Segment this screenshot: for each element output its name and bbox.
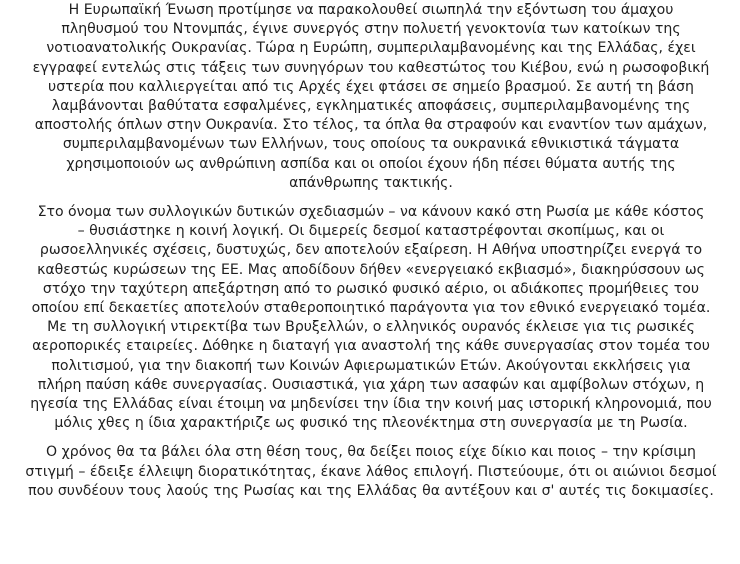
text-line: μόλις χθες η ίδια χαρακτήριζε ως φυσικό της πλεονέκτημα στη συνεργασία με τη Ρωσία. [54,415,688,432]
text-line: Ο χρόνος θα τα βάλει όλα στη θέση τους, θα δείξει ποιος είχε δίκιο και ποιος – την κρίσιμη [46,444,696,461]
paragraph-1 [12,1,730,193]
text-line: ρωσοελληνικές σχέσεις, δυστυχώς, δεν αποτελούν εξαίρεση. Η Αθήνα υποστηρίζει ενεργά το [39,242,703,259]
text-line: στόχο την ταχύτερη απεξάρτηση από το ρωσικό φυσικό αέριο, οι αδιάκοπες προμήθειες του [42,280,700,297]
text-line: που συνδέουν τους λαούς της Ρωσίας και της Ελλάδας θα αντέξουν και σ' αυτές τις δοκιμασίες. [28,482,714,499]
text-line: Με τη συλλογική ντιρεκτίβα των Βρυξελλών, ο ελληνικός ουρανός έκλεισε για τις ρωσικές [47,319,695,336]
text-line: αεροπορικές εταιρείες. Δόθηκε η διαταγή για αναστολή της κάθε συνεργασίας στον τομέα του [32,338,710,355]
paragraph-2 [12,203,730,433]
text-line: – θυσιάστηκε η κοινή λογική. Οι διμερείς δεσμοί καταστρέφονται σκοπίμως, και οι [77,223,665,240]
text-line: λαμβάνονται βαθύτατα εσφαλμένες, εγκληματικές αποφάσεις, συμπεριλαμβανομένης της [51,98,691,115]
text-line: πληθυσμού του Ντονμπάς, έγινε συνεργός στην πολυετή γενοκτονία των κατοίκων της [61,21,681,38]
text-line: καθεστώς κυρώσεων της ΕΕ. Μας αποδίδουν δήθεν «ενεργειακό εκβιασμό», διακηρύσσουν ως [37,261,705,278]
text-line: νοτιοανατολικής Ουκρανίας. Τώρα η Ευρώπη, συμπεριλαμβανομένης και της Ελλάδας, έχει [46,40,696,57]
text-line: συμπεριλαμβανομένων των Ελλήνων, τους οποίους τα ουκρανικά εθνικιστικά τάγματα [62,136,680,153]
text-line: χρησιμοποιούν ως ανθρώπινη ασπίδα και οι οποίοι έχουν ήδη πέσει θύματα αυτής της [66,155,676,172]
text-line: εγγραφεί εντελώς στις τάξεις των συνηγόρων του καθεστώτος του Κιέβου, ενώ η ρωσοφοβική [32,59,710,76]
text-line: ηγεσία της Ελλάδας είναι έτοιμη να μηδενίσει την ίδια την κοινή μας ιστορική κληρονομιά, που [30,396,712,413]
text-line: Η Ευρωπαϊκή Ένωση προτίμησε να παρακολουθεί σιωπηλά την εξόντωση του άμαχου [68,2,674,18]
text-line: αποστολής όπλων στην Ουκρανία. Στο τέλος, τα όπλα θα στραφούν και εναντίον των αμάχων, [34,117,708,134]
text-line: στιγμή – έδειξε έλλειψη διορατικότητας, έκανε λάθος επιλογή. Πιστεύουμε, ότι οι αιώνιοι δεσμοί [25,463,717,480]
text-line: υστερία που καλλιεργείται από τις Αρχές έχει φτάσει σε σημείο βρασμού. Σε αυτή τη βάση [48,78,694,95]
text-line: οποίου επί δεκαετίες αποτελούν σταθεροποιητικό παράγοντα για τον εθνικό ενεργειακό τομέα. [31,300,711,317]
text-line: Στο όνομα των συλλογικών δυτικών σχεδιασμών – να κάνουν κακό στη Ρωσία με κάθε κόστος [37,204,705,221]
text-line: πλήρη παύση κάθε συνεργασίας. Ουσιαστικά, για χάρη των ασαφών και αμφίβολων στόχων, η [37,376,705,393]
text-line: πολιτισμού, για την διακοπή των Κοινών Αφιερωματικών Ετών. Ακούγονται εκκλήσεις για [51,357,691,374]
text-line: απάνθρωπης τακτικής. [289,174,453,191]
paragraph-3 [12,443,730,501]
